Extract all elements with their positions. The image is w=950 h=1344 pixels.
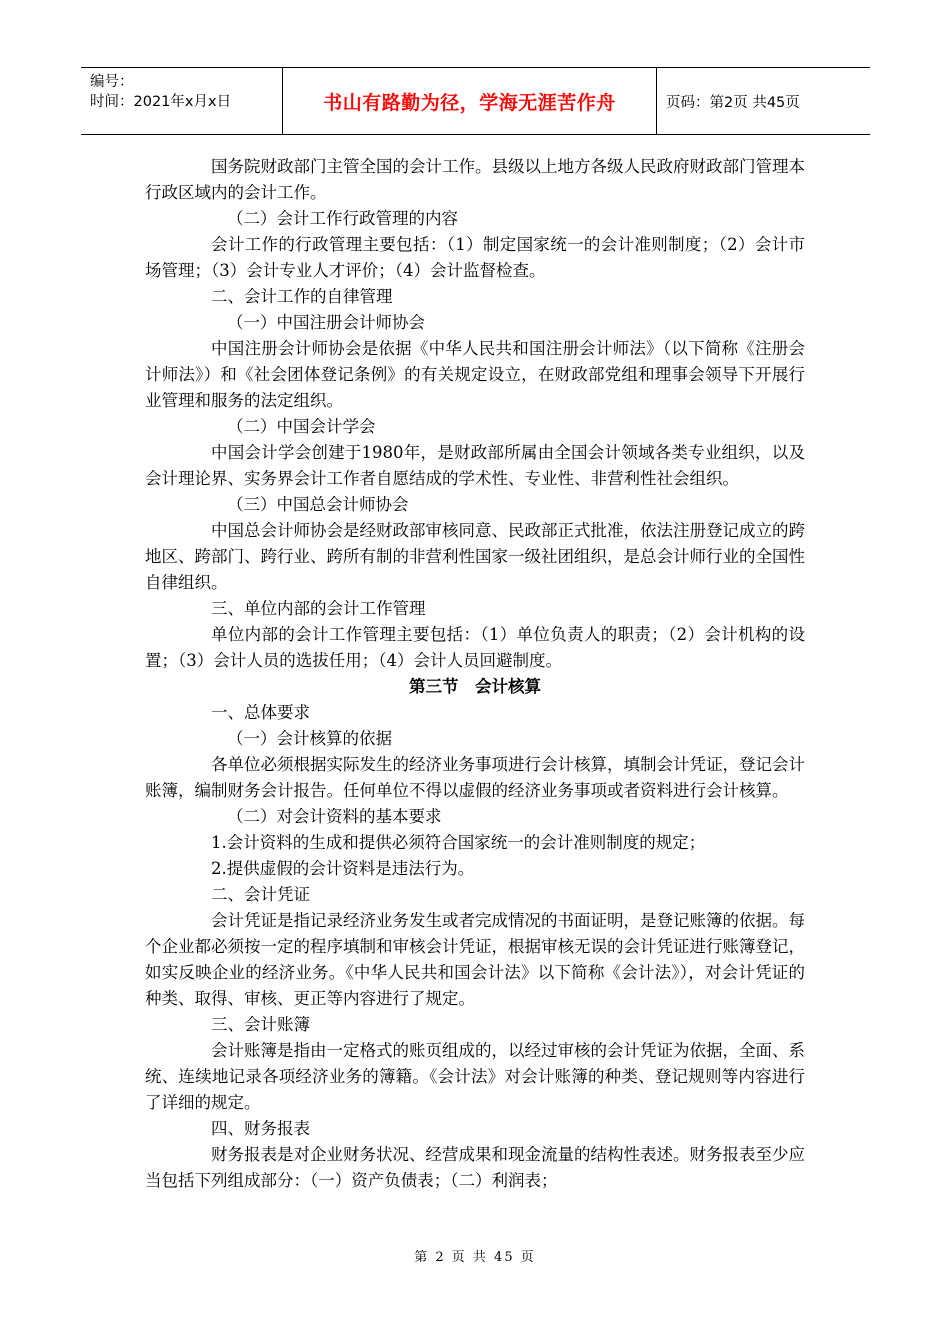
- header-motto: 书山有路勤为径，学海无涯苦作舟: [283, 68, 657, 134]
- body-paragraph: 三、单位内部的会计工作管理: [211, 599, 426, 618]
- number-label: 编号：: [90, 74, 134, 90]
- body-paragraph: 会计凭证是指记录经济业务发生或者完成情况的书面证明，是登记账簿的依据。每个企业都必须按一定的程序填制和审核会计凭证，根据审核无误的会计凭证进行账簿登记，如实反映企业的经济业务。《中华人民共和国会计法》以下简称《会计法》），对会计凭证的种类、取得、审核、更正等内容进行了规定。: [145, 911, 805, 1008]
- subsection-heading: （二）中国会计学会: [227, 417, 376, 436]
- time-label: 时间：2021年x月x日: [90, 94, 232, 110]
- document-body: [145, 154, 805, 1194]
- header-meta-cell: [81, 68, 283, 134]
- body-paragraph: 国务院财政部门主管全国的会计工作。县级以上地方各级人民政府财政部门管理本行政区域内的会计工作。: [145, 157, 805, 202]
- subsection-heading: （一）中国注册会计师协会: [227, 313, 425, 332]
- body-paragraph: 各单位必须根据实际发生的经济业务事项进行会计核算，填制会计凭证，登记会计账簿，编制财务会计报告。任何单位不得以虚假的经济业务事项或者资料进行会计核算。: [145, 755, 805, 800]
- subsection-heading: （二）会计工作行政管理的内容: [227, 209, 458, 228]
- body-paragraph: 三、会计账簿: [211, 1015, 310, 1034]
- body-paragraph: 一、总体要求: [211, 703, 310, 722]
- section-heading: 第三节 会计核算: [409, 677, 541, 696]
- body-paragraph: 会计工作的行政管理主要包括：（1）制定国家统一的会计准则制度；（2）会计市场管理；（3）会计专业人才评价；（4）会计监督检查。: [145, 235, 805, 280]
- body-paragraph: 中国会计学会创建于1980年，是财政部所属由全国会计领域各类专业组织，以及会计理论界、实务界会计工作者自愿结成的学术性、专业性、非营利性社会组织。: [145, 443, 805, 488]
- body-paragraph: 二、会计凭证: [211, 885, 310, 904]
- body-paragraph: 2.提供虚假的会计资料是违法行为。: [211, 859, 475, 878]
- subsection-heading: （二）对会计资料的基本要求: [227, 807, 442, 826]
- body-paragraph: 中国总会计师协会是经财政部审核同意、民政部正式批准，依法注册登记成立的跨地区、跨部门、跨行业、跨所有制的非营利性国家一级社团组织，是总会计师行业的全国性自律组织。: [145, 521, 805, 592]
- page-footer: 第 2 页 共 45 页: [414, 1250, 536, 1265]
- body-paragraph: 四、财务报表: [211, 1119, 310, 1138]
- subsection-heading: （三）中国总会计师协会: [227, 495, 409, 514]
- body-paragraph: 1.会计资料的生成和提供必须符合国家统一的会计准则制度的规定；: [211, 833, 706, 852]
- body-paragraph: 二、会计工作的自律管理: [211, 287, 393, 306]
- page-header: [81, 67, 870, 135]
- subsection-heading: （一）会计核算的依据: [227, 729, 392, 748]
- body-paragraph: 会计账簿是指由一定格式的账页组成的，以经过审核的会计凭证为依据，全面、系统、连续地记录各项经济业务的簿籍。《会计法》对会计账簿的种类、登记规则等内容进行了详细的规定。: [145, 1041, 805, 1112]
- body-paragraph: 中国注册会计师协会是依据《中华人民共和国注册会计师法》（以下简称《注册会计师法》）和《社会团体登记条例》的有关规定设立，在财政部党组和理事会领导下开展行业管理和服务的法定组织。: [145, 339, 805, 410]
- body-paragraph: 财务报表是对企业财务状况、经营成果和现金流量的结构性表述。财务报表至少应当包括下列组成部分：（一）资产负债表；（二）利润表；: [145, 1145, 805, 1190]
- body-paragraph: 单位内部的会计工作管理主要包括：（1）单位负责人的职责；（2）会计机构的设置；（3）会计人员的选拔任用；（4）会计人员回避制度。: [145, 625, 805, 670]
- header-page-info: 页码：第2页 共45页: [666, 94, 800, 111]
